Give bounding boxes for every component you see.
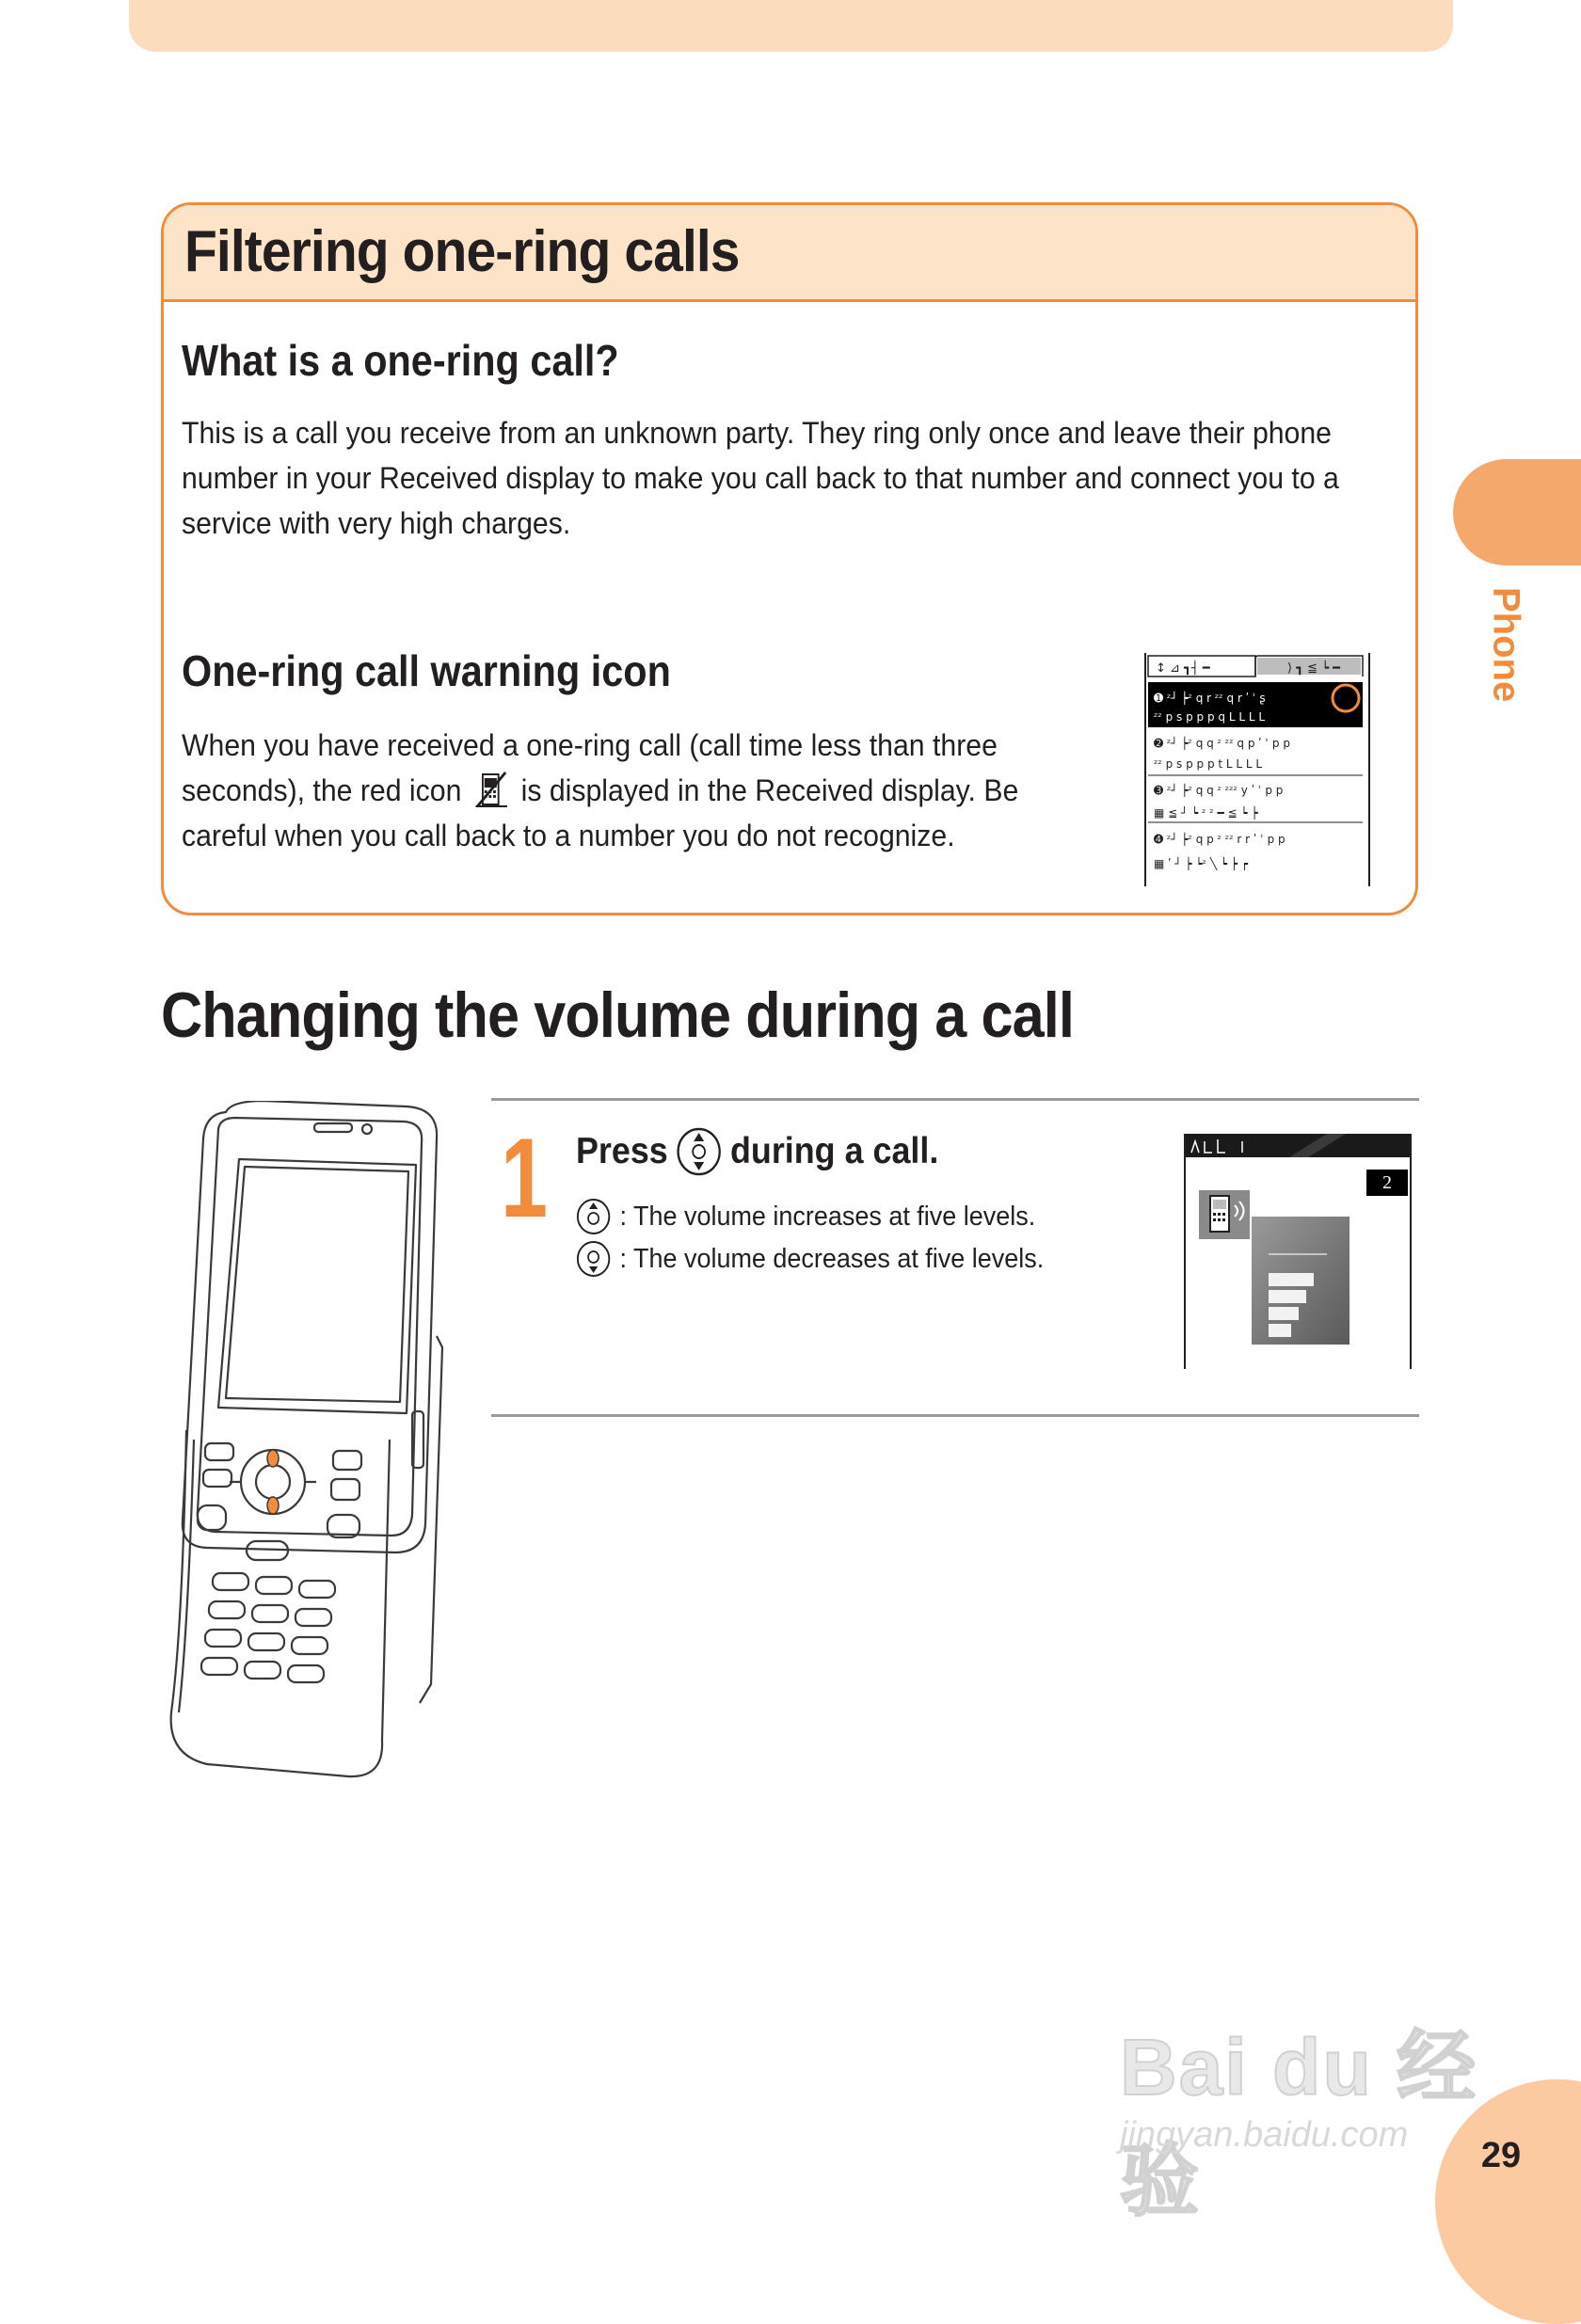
warning-paragraph (182, 723, 1022, 858)
svg-text:➌ ᶻ┘ ┝ᶻ q q ᶻ ᶻᶻᶻ y ʹ ʾ p p: ➌ ᶻ┘ ┝ᶻ q q ᶻ ᶻᶻᶻ y ʹ ʾ p p (1154, 784, 1284, 797)
step-press-label: Press (576, 1131, 668, 1171)
what-is-heading: What is a one-ring call? (182, 336, 619, 385)
step-number: 1 (501, 1115, 549, 1241)
watermark-url-text: jingyan.baidu.com (1120, 2115, 1409, 2155)
side-tab-label: Phone (1485, 586, 1527, 703)
page-number: 29 (1480, 2136, 1522, 2175)
filtering-header (164, 205, 1415, 302)
svg-text:ᶻᶻ p s p p p q L L L L: ᶻᶻ p s p p p q L L L L (1154, 710, 1266, 724)
what-is-line-1: This is a call you receive from an unknown party. They ring only once and leave their phone (182, 416, 1332, 450)
svg-text:➍ ᶻ┘ ┝ᶻ q p ᶻ ᶻᶻ r r ʹ ʾ p p: ➍ ᶻ┘ ┝ᶻ q p ᶻ ᶻᶻ r r ʹ ʾ p p (1154, 833, 1286, 846)
what-is-line-2: number in your Received display to make you call back to that number and connect you to a (182, 461, 1339, 495)
top-decorative-band (129, 0, 1453, 52)
nav-up-key-icon (576, 1198, 611, 1235)
what-is-paragraph (182, 410, 1354, 546)
volume-up-text: : The volume increases at five levels. (619, 1201, 1036, 1232)
volume-level-graphic (1186, 1179, 1410, 1367)
volume-up-line (576, 1198, 1035, 1235)
nav-key-up-down-icon (677, 1127, 722, 1176)
one-ring-warning-icon (473, 771, 508, 808)
volume-down-text: : The volume decreases at five levels. (619, 1243, 1045, 1274)
warning-icon-heading: One-ring call warning icon (182, 646, 671, 695)
step-rest-label: during a call. (730, 1131, 939, 1171)
volume-level-badge: 2 (1366, 1170, 1408, 1196)
watermark-main-text: Bai du 经验 (1120, 2023, 1478, 2225)
svg-text:▦ ≦ ┘ ┕ ᶻ ᶻ ━ ≦ ┕ ┝: ▦ ≦ ┘ ┕ ᶻ ᶻ ━ ≦ ┕ ┝ (1154, 806, 1258, 820)
warning-line-1: When you have received a one-ring call (call time less than three (182, 728, 998, 762)
side-tab-marker (1453, 459, 1581, 565)
step-top-rule (491, 1098, 1419, 1101)
step-instruction (576, 1127, 938, 1176)
volume-down-line (576, 1240, 1044, 1278)
volume-display-screenshot (1184, 1134, 1412, 1369)
svg-text:↕ ⊿ ┓┤ ━: ↕ ⊿ ┓┤ ━ (1156, 661, 1210, 676)
warning-line-2 (182, 768, 1022, 813)
mobile-phone-illustration (160, 1101, 461, 1778)
svg-text:➊ ᶻ┘ ┝ᶻ q r ᶻᶻ q r ʹ ʾ ʂ: ➊ ᶻ┘ ┝ᶻ q r ᶻᶻ q r ʹ ʾ ʂ (1154, 692, 1266, 705)
nav-down-key-icon (576, 1240, 611, 1278)
svg-text:ᶻᶻ p s p p p t L L L L: ᶻᶻ p s p p p t L L L L (1154, 757, 1263, 771)
warning-line-2-end: is displayed in the Received display. Be (520, 773, 1019, 807)
volume-section-title: Changing the volume during a call (161, 979, 1075, 1051)
step-bottom-rule (491, 1414, 1419, 1417)
svg-text:⟩ ┓ ≦ ┕ ━: ⟩ ┓ ≦ ┕ ━ (1287, 661, 1340, 676)
svg-text:▦ ʹ ┘ ┝ ┕ᶻ ╲ ┕ ┝ ┍: ▦ ʹ ┘ ┝ ┕ᶻ ╲ ┕ ┝ ┍ (1154, 857, 1249, 870)
svg-text:➋ ᶻ┘ ┝ᶻ q q ᶻ ᶻᶻ q p ʹ ʾ p p: ➋ ᶻ┘ ┝ᶻ q q ᶻ ᶻᶻ q p ʹ ʾ p p (1154, 737, 1290, 750)
received-display-screenshot (1144, 653, 1370, 886)
warning-line-3: careful when you call back to a number you do not recognize. (182, 819, 955, 852)
filtering-title: Filtering one-ring calls (184, 219, 740, 284)
what-is-line-3: service with very high charges. (182, 506, 571, 540)
received-display-illustration (1146, 653, 1368, 886)
volume-screen-status-bar (1186, 1134, 1410, 1157)
warning-line-2-start: seconds), the red icon (182, 773, 462, 807)
